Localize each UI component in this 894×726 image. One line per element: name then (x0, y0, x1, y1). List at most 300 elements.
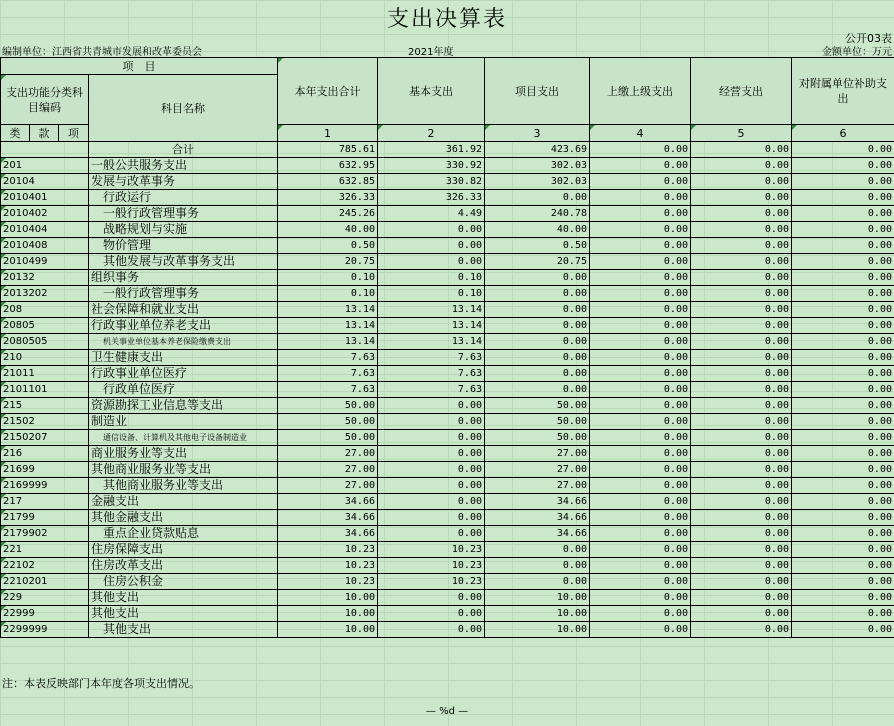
row-code[interactable]: 2010404 (1, 222, 89, 238)
row-val-4[interactable]: 0.00 (590, 158, 691, 174)
row-code[interactable]: 217 (1, 494, 89, 510)
row-val-1[interactable]: 34.66 (278, 510, 378, 526)
row-val-3[interactable]: 302.03 (485, 174, 590, 190)
table-note: 注：本表反映部门本年度各项支出情况。 (2, 677, 200, 690)
row-val-6[interactable]: 0.00 (792, 558, 894, 574)
row-val-1[interactable]: 27.00 (278, 446, 378, 462)
row-val-3[interactable]: 50.00 (485, 430, 590, 446)
row-val-1[interactable]: 10.00 (278, 622, 378, 638)
row-val-4[interactable]: 0.00 (590, 270, 691, 286)
row-val-1[interactable]: 632.95 (278, 158, 378, 174)
row-code[interactable]: 210 (1, 350, 89, 366)
row-val-4[interactable]: 0.00 (590, 318, 691, 334)
table-row[interactable] (1, 238, 894, 254)
row-val-5[interactable]: 0.00 (691, 206, 792, 222)
row-name[interactable]: 金融支出 (89, 494, 278, 510)
total-val-5[interactable]: 0.00 (691, 142, 792, 158)
row-val-2[interactable]: 330.82 (378, 174, 485, 190)
table-row[interactable] (1, 222, 894, 238)
row-val-2[interactable]: 4.49 (378, 206, 485, 222)
row-val-3[interactable]: 0.00 (485, 190, 590, 206)
row-val-2[interactable]: 0.00 (378, 510, 485, 526)
row-val-4[interactable]: 0.00 (590, 238, 691, 254)
row-val-2[interactable]: 0.00 (378, 478, 485, 494)
table-row[interactable] (1, 190, 894, 206)
row-name[interactable]: 住房公积金 (89, 574, 278, 590)
row-name[interactable]: 重点企业贷款贴息 (89, 526, 278, 542)
row-code[interactable]: 2010402 (1, 206, 89, 222)
row-val-4[interactable]: 0.00 (590, 382, 691, 398)
total-val-2[interactable]: 361.92 (378, 142, 485, 158)
row-val-4[interactable]: 0.00 (590, 446, 691, 462)
table-row[interactable] (1, 510, 894, 526)
total-row (1, 142, 894, 158)
row-code[interactable]: 216 (1, 446, 89, 462)
table-row[interactable] (1, 350, 894, 366)
row-val-2[interactable]: 0.10 (378, 270, 485, 286)
row-name[interactable]: 商业服务业等支出 (89, 446, 278, 462)
row-val-2[interactable]: 0.00 (378, 398, 485, 414)
row-name[interactable]: 一般行政管理事务 (89, 286, 278, 302)
row-val-1[interactable]: 7.63 (278, 350, 378, 366)
row-name[interactable]: 其他发展与改革事务支出 (89, 254, 278, 270)
table-row[interactable] (1, 382, 894, 398)
col-num-5: 5 (691, 125, 792, 142)
table-row[interactable] (1, 334, 894, 350)
row-val-2[interactable]: 7.63 (378, 382, 485, 398)
row-val-1[interactable]: 50.00 (278, 430, 378, 446)
row-val-3[interactable]: 27.00 (485, 446, 590, 462)
row-code[interactable]: 21799 (1, 510, 89, 526)
unit-label: 金额单位：万元 (822, 47, 892, 58)
col-num-1: 1 (278, 125, 378, 142)
row-val-4[interactable]: 0.00 (590, 206, 691, 222)
row-val-2[interactable]: 326.33 (378, 190, 485, 206)
row-val-3[interactable]: 0.00 (485, 286, 590, 302)
row-val-4[interactable]: 0.00 (590, 398, 691, 414)
row-val-2[interactable]: 0.00 (378, 494, 485, 510)
row-val-2[interactable]: 7.63 (378, 350, 485, 366)
row-val-4[interactable]: 0.00 (590, 510, 691, 526)
table-row[interactable] (1, 174, 894, 190)
row-val-2[interactable]: 7.63 (378, 366, 485, 382)
row-name[interactable]: 发展与改革事务 (89, 174, 278, 190)
row-val-4[interactable]: 0.00 (590, 606, 691, 622)
header-col-4[interactable]: 上缴上级支出 (590, 58, 691, 125)
table-row[interactable] (1, 590, 894, 606)
row-val-6[interactable]: 0.00 (792, 318, 894, 334)
table-row[interactable] (1, 526, 894, 542)
row-val-1[interactable]: 10.00 (278, 590, 378, 606)
row-val-5[interactable]: 0.00 (691, 478, 792, 494)
row-val-4[interactable]: 0.00 (590, 542, 691, 558)
table-number: 公开03表 (845, 32, 892, 45)
row-val-6[interactable]: 0.00 (792, 350, 894, 366)
row-name[interactable]: 卫生健康支出 (89, 350, 278, 366)
row-code[interactable]: 21011 (1, 366, 89, 382)
row-val-2[interactable]: 0.00 (378, 222, 485, 238)
header-lei: 类 (1, 125, 30, 142)
row-val-3[interactable]: 0.00 (485, 382, 590, 398)
row-val-3[interactable]: 40.00 (485, 222, 590, 238)
row-val-5[interactable]: 0.00 (691, 366, 792, 382)
row-val-4[interactable]: 0.00 (590, 462, 691, 478)
row-code[interactable]: 2169999 (1, 478, 89, 494)
row-val-6[interactable]: 0.00 (792, 542, 894, 558)
row-name[interactable]: 住房保障支出 (89, 542, 278, 558)
row-val-3[interactable]: 240.78 (485, 206, 590, 222)
table-row[interactable] (1, 206, 894, 222)
row-val-2[interactable]: 0.00 (378, 526, 485, 542)
row-val-6[interactable]: 0.00 (792, 494, 894, 510)
row-val-3[interactable]: 0.00 (485, 542, 590, 558)
row-name[interactable]: 其他商业服务业等支出 (89, 478, 278, 494)
header-group: 项 目 (1, 58, 278, 75)
row-code[interactable]: 2210201 (1, 574, 89, 590)
row-val-2[interactable]: 0.00 (378, 606, 485, 622)
header-name: 科目名称 (89, 75, 278, 142)
row-code[interactable]: 2010408 (1, 238, 89, 254)
row-val-5[interactable]: 0.00 (691, 590, 792, 606)
row-val-2[interactable]: 0.00 (378, 414, 485, 430)
row-val-5[interactable]: 0.00 (691, 526, 792, 542)
row-code[interactable]: 2013202 (1, 286, 89, 302)
row-val-3[interactable]: 0.50 (485, 238, 590, 254)
row-val-5[interactable]: 0.00 (691, 270, 792, 286)
row-code[interactable]: 21699 (1, 462, 89, 478)
row-code[interactable]: 22102 (1, 558, 89, 574)
row-val-6[interactable]: 0.00 (792, 462, 894, 478)
row-val-5[interactable]: 0.00 (691, 334, 792, 350)
row-val-4[interactable]: 0.00 (590, 558, 691, 574)
row-code[interactable]: 21502 (1, 414, 89, 430)
row-name[interactable]: 战略规划与实施 (89, 222, 278, 238)
row-val-3[interactable]: 34.66 (485, 510, 590, 526)
row-name[interactable]: 社会保障和就业支出 (89, 302, 278, 318)
table-row[interactable] (1, 542, 894, 558)
row-val-4[interactable]: 0.00 (590, 254, 691, 270)
row-val-5[interactable]: 0.00 (691, 606, 792, 622)
row-val-3[interactable]: 50.00 (485, 398, 590, 414)
header-col-1[interactable]: 本年支出合计 (278, 58, 378, 125)
row-val-6[interactable]: 0.00 (792, 590, 894, 606)
row-val-5[interactable]: 0.00 (691, 510, 792, 526)
row-val-6[interactable]: 0.00 (792, 478, 894, 494)
row-val-6[interactable]: 0.00 (792, 270, 894, 286)
row-val-1[interactable]: 0.10 (278, 286, 378, 302)
row-val-5[interactable]: 0.00 (691, 222, 792, 238)
table-row[interactable] (1, 286, 894, 302)
row-code[interactable]: 2010401 (1, 190, 89, 206)
row-val-2[interactable]: 0.00 (378, 238, 485, 254)
row-val-2[interactable]: 13.14 (378, 318, 485, 334)
row-code[interactable]: 215 (1, 398, 89, 414)
row-code[interactable]: 20805 (1, 318, 89, 334)
total-val-1[interactable]: 785.61 (278, 142, 378, 158)
row-code[interactable]: 22999 (1, 606, 89, 622)
total-label: 合计 (89, 142, 278, 158)
row-val-4[interactable]: 0.00 (590, 174, 691, 190)
row-val-6[interactable]: 0.00 (792, 238, 894, 254)
row-val-4[interactable]: 0.00 (590, 366, 691, 382)
row-val-6[interactable]: 0.00 (792, 222, 894, 238)
row-val-5[interactable]: 0.00 (691, 446, 792, 462)
row-name[interactable]: 行政事业单位养老支出 (89, 318, 278, 334)
header-code: 支出功能分类科目编码 (1, 75, 89, 125)
row-val-6[interactable]: 0.00 (792, 606, 894, 622)
row-val-5[interactable]: 0.00 (691, 430, 792, 446)
row-name[interactable]: 机关事业单位基本养老保险缴费支出 (89, 334, 278, 350)
row-val-1[interactable]: 13.14 (278, 334, 378, 350)
row-val-3[interactable]: 0.00 (485, 574, 590, 590)
header-col-6[interactable]: 对附属单位补助支出 (792, 58, 894, 125)
row-name[interactable]: 制造业 (89, 414, 278, 430)
header-col-5[interactable]: 经营支出 (691, 58, 792, 125)
row-val-6[interactable]: 0.00 (792, 286, 894, 302)
row-val-2[interactable]: 0.00 (378, 590, 485, 606)
row-name[interactable]: 一般公共服务支出 (89, 158, 278, 174)
row-val-1[interactable]: 34.66 (278, 494, 378, 510)
row-name[interactable]: 通信设备、计算机及其他电子设备制造业 (89, 430, 278, 446)
row-val-2[interactable]: 10.23 (378, 558, 485, 574)
row-code[interactable]: 208 (1, 302, 89, 318)
row-val-3[interactable]: 0.00 (485, 334, 590, 350)
row-val-2[interactable]: 13.14 (378, 302, 485, 318)
row-val-5[interactable]: 0.00 (691, 462, 792, 478)
row-val-4[interactable]: 0.00 (590, 302, 691, 318)
row-code[interactable]: 2080505 (1, 334, 89, 350)
row-val-5[interactable]: 0.00 (691, 302, 792, 318)
row-val-2[interactable]: 0.00 (378, 462, 485, 478)
expenditure-table (0, 57, 894, 638)
row-val-1[interactable]: 27.00 (278, 478, 378, 494)
row-val-2[interactable]: 0.00 (378, 430, 485, 446)
row-name[interactable]: 组织事务 (89, 270, 278, 286)
row-val-5[interactable]: 0.00 (691, 398, 792, 414)
row-code[interactable]: 229 (1, 590, 89, 606)
row-val-4[interactable]: 0.00 (590, 574, 691, 590)
row-val-3[interactable]: 0.00 (485, 302, 590, 318)
row-val-1[interactable]: 632.85 (278, 174, 378, 190)
row-val-4[interactable]: 0.00 (590, 350, 691, 366)
table-row[interactable] (1, 158, 894, 174)
row-val-4[interactable]: 0.00 (590, 590, 691, 606)
row-val-4[interactable]: 0.00 (590, 414, 691, 430)
row-val-4[interactable]: 0.00 (590, 334, 691, 350)
row-val-5[interactable]: 0.00 (691, 622, 792, 638)
row-val-3[interactable]: 0.00 (485, 350, 590, 366)
row-val-6[interactable]: 0.00 (792, 526, 894, 542)
table-row[interactable] (1, 558, 894, 574)
row-val-6[interactable]: 0.00 (792, 174, 894, 190)
row-code[interactable]: 2179902 (1, 526, 89, 542)
row-val-1[interactable]: 245.26 (278, 206, 378, 222)
table-row[interactable] (1, 414, 894, 430)
row-val-6[interactable]: 0.00 (792, 398, 894, 414)
row-val-6[interactable]: 0.00 (792, 366, 894, 382)
row-val-5[interactable]: 0.00 (691, 558, 792, 574)
row-val-1[interactable]: 13.14 (278, 318, 378, 334)
row-val-1[interactable]: 10.00 (278, 606, 378, 622)
table-body (1, 142, 894, 638)
row-val-1[interactable]: 27.00 (278, 462, 378, 478)
row-name[interactable]: 其他支出 (89, 590, 278, 606)
row-val-5[interactable]: 0.00 (691, 542, 792, 558)
row-val-2[interactable]: 0.00 (378, 622, 485, 638)
row-val-1[interactable]: 13.14 (278, 302, 378, 318)
row-val-3[interactable]: 34.66 (485, 526, 590, 542)
table-row[interactable] (1, 254, 894, 270)
row-val-2[interactable]: 10.23 (378, 574, 485, 590)
row-name[interactable]: 行政单位医疗 (89, 382, 278, 398)
row-val-1[interactable]: 50.00 (278, 398, 378, 414)
row-val-4[interactable]: 0.00 (590, 430, 691, 446)
row-val-6[interactable]: 0.00 (792, 334, 894, 350)
row-val-2[interactable]: 0.00 (378, 446, 485, 462)
table-row[interactable] (1, 478, 894, 494)
row-val-3[interactable]: 20.75 (485, 254, 590, 270)
row-val-1[interactable]: 34.66 (278, 526, 378, 542)
row-val-4[interactable]: 0.00 (590, 478, 691, 494)
row-val-3[interactable]: 0.00 (485, 558, 590, 574)
table-row[interactable] (1, 318, 894, 334)
row-val-2[interactable]: 0.00 (378, 254, 485, 270)
row-val-4[interactable]: 0.00 (590, 222, 691, 238)
row-name[interactable]: 其他支出 (89, 606, 278, 622)
row-val-5[interactable]: 0.00 (691, 350, 792, 366)
row-val-6[interactable]: 0.00 (792, 574, 894, 590)
row-code[interactable]: 2150207 (1, 430, 89, 446)
table-row[interactable] (1, 398, 894, 414)
row-val-5[interactable]: 0.00 (691, 318, 792, 334)
row-code[interactable]: 20132 (1, 270, 89, 286)
row-val-2[interactable]: 10.23 (378, 542, 485, 558)
row-val-1[interactable]: 10.23 (278, 542, 378, 558)
row-val-3[interactable]: 50.00 (485, 414, 590, 430)
row-val-2[interactable]: 13.14 (378, 334, 485, 350)
row-name[interactable]: 其他金融支出 (89, 510, 278, 526)
row-val-6[interactable]: 0.00 (792, 622, 894, 638)
row-val-1[interactable]: 326.33 (278, 190, 378, 206)
row-name[interactable]: 住房改革支出 (89, 558, 278, 574)
row-val-3[interactable]: 0.00 (485, 366, 590, 382)
header-col-3[interactable]: 项目支出 (485, 58, 590, 125)
row-val-5[interactable]: 0.00 (691, 254, 792, 270)
row-val-6[interactable]: 0.00 (792, 206, 894, 222)
row-val-4[interactable]: 0.00 (590, 526, 691, 542)
row-val-6[interactable]: 0.00 (792, 158, 894, 174)
row-val-1[interactable]: 0.50 (278, 238, 378, 254)
row-name[interactable]: 行政事业单位医疗 (89, 366, 278, 382)
header-kuan: 款 (30, 125, 59, 142)
row-val-5[interactable]: 0.00 (691, 238, 792, 254)
row-val-6[interactable]: 0.00 (792, 254, 894, 270)
row-code[interactable]: 2010499 (1, 254, 89, 270)
row-name[interactable]: 行政运行 (89, 190, 278, 206)
row-val-1[interactable]: 7.63 (278, 366, 378, 382)
row-val-3[interactable]: 0.00 (485, 318, 590, 334)
row-val-3[interactable]: 0.00 (485, 270, 590, 286)
row-val-6[interactable]: 0.00 (792, 510, 894, 526)
row-val-3[interactable]: 27.00 (485, 478, 590, 494)
row-val-1[interactable]: 0.10 (278, 270, 378, 286)
row-name[interactable]: 资源勘探工业信息等支出 (89, 398, 278, 414)
table-row[interactable] (1, 606, 894, 622)
row-val-1[interactable]: 10.23 (278, 558, 378, 574)
row-val-6[interactable]: 0.00 (792, 414, 894, 430)
year-label: 2021年度 (408, 47, 454, 58)
row-val-5[interactable]: 0.00 (691, 574, 792, 590)
table-row[interactable] (1, 462, 894, 478)
table-row[interactable] (1, 302, 894, 318)
row-val-2[interactable]: 330.92 (378, 158, 485, 174)
table-row[interactable] (1, 622, 894, 638)
row-val-4[interactable]: 0.00 (590, 190, 691, 206)
total-val-4[interactable]: 0.00 (590, 142, 691, 158)
row-val-1[interactable]: 7.63 (278, 382, 378, 398)
row-val-1[interactable]: 50.00 (278, 414, 378, 430)
row-val-3[interactable]: 10.00 (485, 606, 590, 622)
row-val-5[interactable]: 0.00 (691, 286, 792, 302)
row-val-5[interactable]: 0.00 (691, 174, 792, 190)
row-val-3[interactable]: 302.03 (485, 158, 590, 174)
row-val-2[interactable]: 0.10 (378, 286, 485, 302)
row-name[interactable]: 其他商业服务业等支出 (89, 462, 278, 478)
table-row[interactable] (1, 494, 894, 510)
row-val-1[interactable]: 10.23 (278, 574, 378, 590)
col-num-4: 4 (590, 125, 691, 142)
row-val-6[interactable]: 0.00 (792, 190, 894, 206)
row-val-5[interactable]: 0.00 (691, 494, 792, 510)
row-val-6[interactable]: 0.00 (792, 382, 894, 398)
row-val-4[interactable]: 0.00 (590, 286, 691, 302)
table-row[interactable] (1, 270, 894, 286)
header-col-2[interactable]: 基本支出 (378, 58, 485, 125)
row-val-5[interactable]: 0.00 (691, 414, 792, 430)
table-row[interactable] (1, 446, 894, 462)
row-code[interactable]: 2101101 (1, 382, 89, 398)
row-val-6[interactable]: 0.00 (792, 446, 894, 462)
total-val-3[interactable]: 423.69 (485, 142, 590, 158)
row-code[interactable]: 2299999 (1, 622, 89, 638)
row-val-1[interactable]: 40.00 (278, 222, 378, 238)
row-name[interactable]: 物价管理 (89, 238, 278, 254)
row-val-3[interactable]: 10.00 (485, 590, 590, 606)
table-row[interactable] (1, 574, 894, 590)
row-val-5[interactable]: 0.00 (691, 190, 792, 206)
row-val-3[interactable]: 10.00 (485, 622, 590, 638)
row-code[interactable]: 221 (1, 542, 89, 558)
row-code[interactable]: 20104 (1, 174, 89, 190)
org-label: 编制单位：江西省共青城市发展和改革委员会 (2, 47, 202, 58)
row-val-6[interactable]: 0.00 (792, 430, 894, 446)
row-val-3[interactable]: 27.00 (485, 462, 590, 478)
col-num-6: 6 (792, 125, 894, 142)
row-val-5[interactable]: 0.00 (691, 382, 792, 398)
row-name[interactable]: 其他支出 (89, 622, 278, 638)
row-val-6[interactable]: 0.00 (792, 302, 894, 318)
table-row[interactable] (1, 366, 894, 382)
row-val-1[interactable]: 20.75 (278, 254, 378, 270)
row-val-5[interactable]: 0.00 (691, 158, 792, 174)
row-val-4[interactable]: 0.00 (590, 494, 691, 510)
row-val-3[interactable]: 34.66 (485, 494, 590, 510)
total-val-6[interactable]: 0.00 (792, 142, 894, 158)
row-name[interactable]: 一般行政管理事务 (89, 206, 278, 222)
row-code[interactable]: 201 (1, 158, 89, 174)
table-row[interactable] (1, 430, 894, 446)
row-val-4[interactable]: 0.00 (590, 622, 691, 638)
